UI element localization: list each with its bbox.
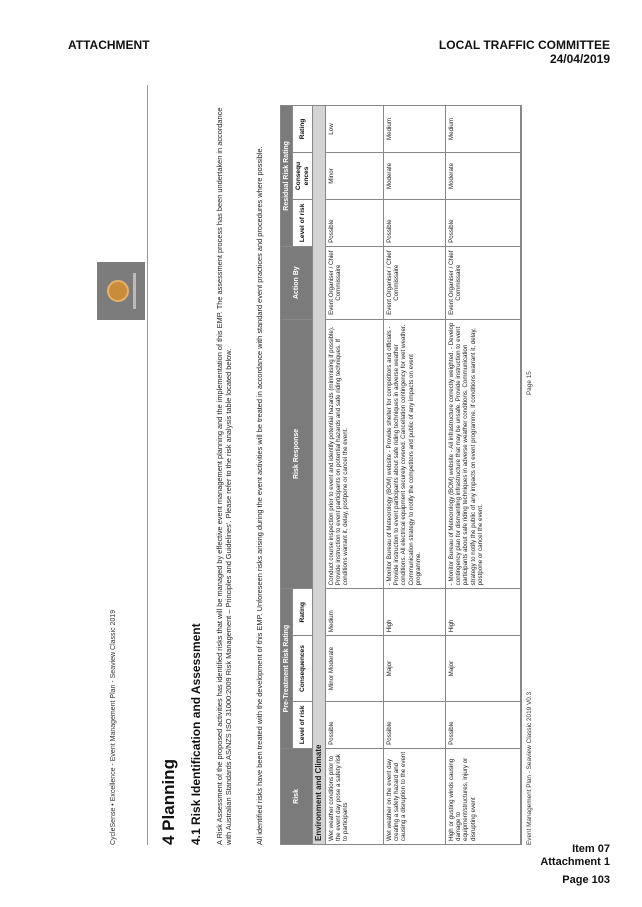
rating-cell: Medium [325,589,383,636]
residual-rating-cell: Medium [383,106,445,153]
level-cell: Possible [325,701,383,748]
item-number: Item 07 [572,843,610,855]
level-cell: Possible [445,701,521,748]
header-action-by: Action By [281,246,313,319]
response-cell: Conduct course inspection prior to event and identify potential hazards (minimising if possible). Provide instruction to event participants on potential hazards and safe riding techniques. If conditions warrant it, delay, postpone or cancel the event. [325,319,383,589]
residual-consequences-cell: Moderate [445,153,521,200]
residual-level-cell: Possible [383,199,445,246]
running-header: CycleSense • Excellence - Event Management Plan - Seaview Classic 2019 [110,609,117,845]
residual-consequences-cell: Minor [325,153,383,200]
risk-cell: Wet weather conditions prior to the event day pose a safety risk to participants [325,748,383,844]
residual-level-cell: Possible [445,199,521,246]
attachment-label: ATTACHMENT [68,38,150,52]
header-residual-rating: Rating [293,106,313,153]
section-title: 4 Planning [159,759,178,845]
header-pre-treatment: Pre-Treatment Risk Rating [281,589,293,749]
risk-analysis-table [280,105,522,845]
committee-name: LOCAL TRAFFIC COMMITTEE [438,38,610,52]
table-row [383,106,445,845]
committee-header [439,38,610,66]
response-cell: - Monitor Bureau of Meteorology (BOM) website - All infrastructure correctly weighted. - Develop contingency plan for dismantling infrastructure that may be unsafe. Provide instruction to event participants about safe riding techniques in adverse weather conditions. Communication strategy to notify the public of any impacts on event programme. If conditions warrant it, delay, postpone or cancel the event. [445,319,521,589]
residual-level-cell: Possible [325,199,383,246]
residual-rating-cell: Low [325,106,383,153]
document-footer-left: Event Management Plan - Seaview Classic 2019 V0.3 [526,691,533,845]
treatment-paragraph: All identified risks have been treated with the development of this EMP. Unforeseen risks arising during the event activities will be treated in accordance with standard event practices and procedures where possible. [255,146,264,845]
rotated-document-page [80,75,550,855]
page-number: Page 103 [562,874,610,886]
document-page-number: Page 15 [526,371,533,395]
consequences-cell: Major [383,636,445,702]
consequences-cell: Minor Moderate [325,636,383,702]
table-row [445,106,521,845]
consequences-cell: Major [445,636,521,702]
header-residual-level: Level of risk [293,199,313,246]
residual-consequences-cell: Moderate [383,153,445,200]
residual-rating-cell: Medium [445,106,521,153]
header-rating: Rating [293,589,313,636]
rating-cell: High [383,589,445,636]
header-risk-response: Risk Response [281,319,313,589]
table-row [325,106,383,845]
action-cell: Event Organiser / Chief Commissaire [445,246,521,319]
header-residual-consequences: Consequ ences [293,153,313,200]
header-residual: Residual Risk Rating [281,106,293,247]
table-header-row [281,106,293,845]
committee-date: 24/04/2019 [549,52,610,66]
category-row [313,106,325,845]
organisation-logo [97,262,145,320]
response-cell: - Monitor Bureau of Meteorology (BOM) website - Provide shelter for competitors and officials - Provide instruction to event participants about safe riding techniques in adverse weather conditions. All electrical equipment securely covered. Cancellation contingency for wet weather. Communication strategy to notify the competitors and public of any impacts on event programme. [383,319,445,589]
action-cell: Event Organiser / Chief Commissaire [383,246,445,319]
header-divider [147,85,148,845]
action-cell: Event Organiser / Chief Commissaire [325,246,383,319]
risk-cell: Wet weather on the event day creating a safety hazard and causing a disruption to the event [383,748,445,844]
attachment-number: Attachment 1 [540,856,610,868]
header-risk: Risk [281,748,313,844]
logo-text-bar [133,273,136,309]
header-level-of-risk: Level of risk [293,701,313,748]
risk-cell: High or gusting winds causing damage to equipment/structures, injury or disrupting event [445,748,521,844]
subsection-title: 4.1 Risk Identification and Assessment [189,623,203,845]
intro-paragraph: A Risk Assessment of the proposed activities has identified risks that will be managed by effective event management planning and the implementation of this EMP. The assessment process has been undertaken in accordance with Australian Standards AS/NZS ISO 31000:2009 Risk Management – Principles and Guidelines’. Please refer to the risk analysis table located below. [215,107,234,845]
category-label: Environment and Climate [313,106,325,845]
logo-emblem-icon [107,280,129,302]
level-cell: Possible [383,701,445,748]
header-consequences: Consequences [293,636,313,702]
rating-cell: High [445,589,521,636]
footer-divider [520,105,521,845]
